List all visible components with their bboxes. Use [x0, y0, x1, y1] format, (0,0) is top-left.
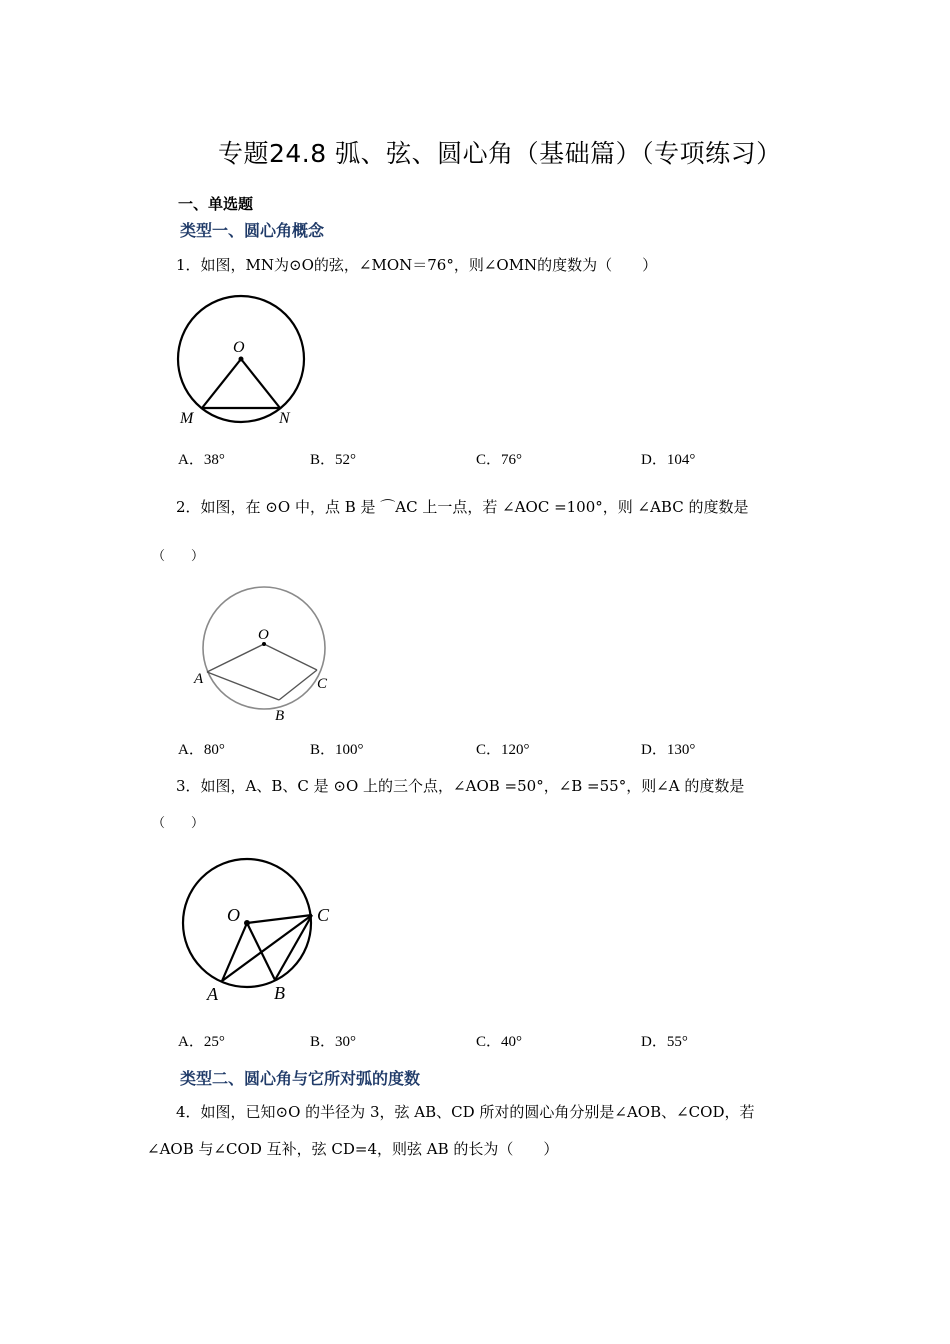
- q3-option-d: D．55°: [641, 1034, 688, 1050]
- q3-label-a: A: [207, 984, 218, 1004]
- q3-option-a: A．25°: [178, 1034, 225, 1050]
- q1-label-m: M: [180, 410, 194, 427]
- type-heading-2: 类型二、圆心角与它所对弧的度数: [180, 1069, 421, 1088]
- q3-label-b: B: [274, 983, 285, 1003]
- question-4-stem-line2: ∠AOB 与∠COD 互补，弦 CD=4，则弦 AB 的长为（ ）: [147, 1140, 559, 1158]
- q2-label-o: O: [258, 627, 269, 643]
- q2-option-c: C．120°: [476, 742, 530, 758]
- question-1-figure: [170, 290, 320, 430]
- q3-option-b: B．30°: [310, 1034, 357, 1050]
- q1-label-o: O: [233, 339, 245, 356]
- q1-option-b: B．52°: [310, 452, 357, 468]
- question-3-figure: [178, 855, 348, 1005]
- question-3-paren: （ ）: [152, 816, 205, 831]
- question-1-stem: 1．如图，MN为⊙O的弦，∠MON＝76°，则∠OMN的度数为（ ）: [176, 256, 658, 274]
- type-heading-1: 类型一、圆心角概念: [180, 221, 325, 240]
- page-title: 专题24.8 弧、弦、圆心角（基础篇）（专项练习）: [218, 139, 782, 168]
- q1-option-c: C．76°: [476, 452, 523, 468]
- q2-option-d: D．130°: [641, 742, 696, 758]
- question-4-stem-line1: 4．如图，已知⊙O 的半径为 3，弦 AB、CD 所对的圆心角分别是∠AOB、∠COD，若: [176, 1103, 755, 1121]
- q3-option-c: C．40°: [476, 1034, 523, 1050]
- q2-option-a: A．80°: [178, 742, 225, 758]
- q3-label-o: O: [227, 905, 240, 925]
- q2-option-b: B．100°: [310, 742, 364, 758]
- q2-label-b: B: [275, 708, 285, 724]
- question-2-paren: （ ）: [152, 549, 205, 564]
- question-2-stem: 2．如图，在 ⊙O 中，点 B 是 ⌒AC 上一点，若 ∠AOC =100°，则 ∠ABC 的度数是: [176, 498, 749, 516]
- q1-option-a: A．38°: [178, 452, 225, 468]
- q1-option-d: D．104°: [641, 452, 696, 468]
- q2-label-c: C: [317, 676, 328, 692]
- q3-label-c: C: [317, 905, 330, 925]
- question-3-stem: 3．如图，A、B、C 是 ⊙O 上的三个点，∠AOB =50°，∠B =55°，则∠A 的度数是: [176, 777, 745, 795]
- q1-label-n: N: [279, 410, 290, 427]
- question-2-figure: [190, 585, 340, 730]
- section-heading: 一、单选题: [178, 195, 254, 213]
- q2-label-a: A: [194, 671, 204, 687]
